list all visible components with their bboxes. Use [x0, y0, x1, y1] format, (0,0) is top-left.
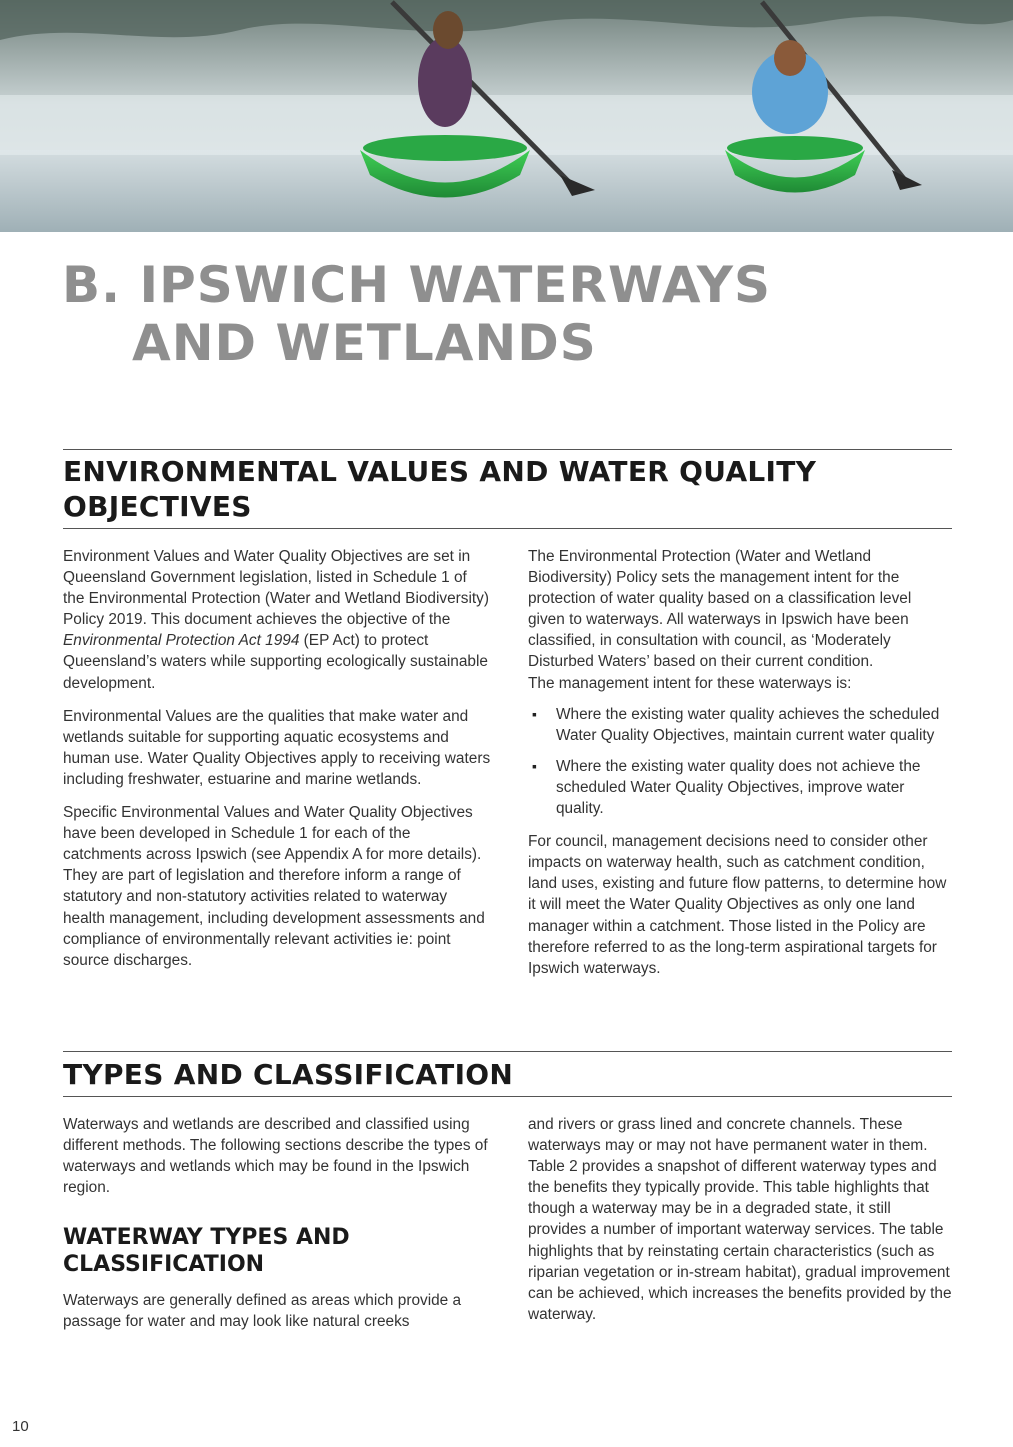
paragraph: For council, management decisions need to consider other impacts on waterway health, such as catchment condition, land uses, existing and future flow patterns, to determine how it will meet the Water Quality Objectives as only one land manager within a catchment. Those listed in the Policy are therefore referred to as the long-term aspirational targets for Ipswich waterways.: [528, 833, 947, 977]
paragraph: Environmental Values are the qualities that make water and wetlands suitable for supporting aquatic ecosystems and human use. Water Quality Objectives apply to receiving waters including freshwater, estuarine and marine wetlands.: [63, 707, 491, 788]
paragraph: Waterways and wetlands are described and classified using different methods. The following sections describe the types of waterways and wetlands which may be found in the Ipswich region.: [63, 1116, 488, 1197]
hero-illustration: [0, 0, 1013, 232]
section-heading-types-classification: [63, 1051, 952, 1097]
paragraph: [528, 546, 952, 694]
heading-line-1: ENVIRONMENTAL VALUES AND WATER QUALITY: [63, 455, 817, 488]
bullet-item: ▪ Where the existing water quality achieves the scheduled Water Quality Objectives, maintain current water quality: [528, 704, 952, 746]
hero-photo-canoeists: [0, 0, 1013, 232]
paragraph: Waterways are generally defined as areas which provide a passage for water and may look like natural creeks: [63, 1292, 462, 1331]
section1-right-column: [528, 546, 952, 991]
section-heading-environmental-values: [63, 449, 952, 529]
paragraph: Specific Environmental Values and Water Quality Objectives have been developed in Schedule 1 for each of the catchments across Ipswich (see Appendix A for more details). They are part of legislation and therefore inform a range of statutory and non-statutory activities related to waterway health management, including development assessments and compliance of environmentally relevant activities ie: point source discharges.: [63, 804, 485, 969]
text: (EP Act) to protect Queensland’s waters while supporting ecologically sustainable development.: [63, 632, 488, 692]
section1-left-column: [63, 546, 491, 983]
subheading-line-2: CLASSIFICATION: [63, 1252, 265, 1278]
bullet-item: ▪ Where the existing water quality does not achieve the scheduled Water Quality Objectives, improve water quality.: [528, 756, 952, 819]
heading-line-2: OBJECTIVES: [63, 490, 252, 523]
chapter-title: [62, 256, 771, 372]
section-heading-text: TYPES AND CLASSIFICATION: [63, 1058, 514, 1091]
section2-right-column: [528, 1114, 952, 1337]
bullet-list: [528, 704, 952, 819]
section2-left-column: [63, 1114, 491, 1345]
act-title: Environmental Protection Act 1994: [63, 632, 300, 650]
subheading-line-1: WATERWAY TYPES AND: [63, 1225, 350, 1251]
chapter-title-line-1: B. IPSWICH WATERWAYS: [62, 256, 771, 314]
chapter-title-line-2: AND WETLANDS: [132, 314, 597, 372]
river-water: [0, 150, 1013, 232]
text: Environment Values and Water Quality Objectives are set in Queensland Government legislation, listed in Schedule 1 of the Environmental Protection (Water and Wetland Biodiversity) Policy 2019. This document achieves the objective of the: [63, 548, 489, 629]
paragraph: [63, 546, 491, 694]
text: The management intent for these waterways is:: [528, 674, 852, 692]
paragraph: and rivers or grass lined and concrete channels. These waterways may or may not have permanent water in them. Table 2 provides a snapshot of different waterway types and the benefits they typically provide. This table highlights that though a waterway may be in a degraded state, it still provides a number of important waterway services. The table highlights that by reinstating certain characteristics (such as riparian vegetation or in-stream habitat), gradual improvement can be achieved, which increases the benefits provided by the waterway.: [528, 1116, 952, 1323]
section-heading-text: [63, 454, 952, 524]
page-number: 10: [12, 1418, 29, 1435]
text: The Environmental Protection (Water and Wetland Biodiversity) Policy sets the management intent for the protection of water quality based on a classification level given to waterways. All waterways in Ipswich have been classified, in consultation with council, as ‘Moderately Disturbed Waters’ based on their current condition.: [528, 548, 912, 671]
subheading-waterway-types: [63, 1224, 491, 1278]
